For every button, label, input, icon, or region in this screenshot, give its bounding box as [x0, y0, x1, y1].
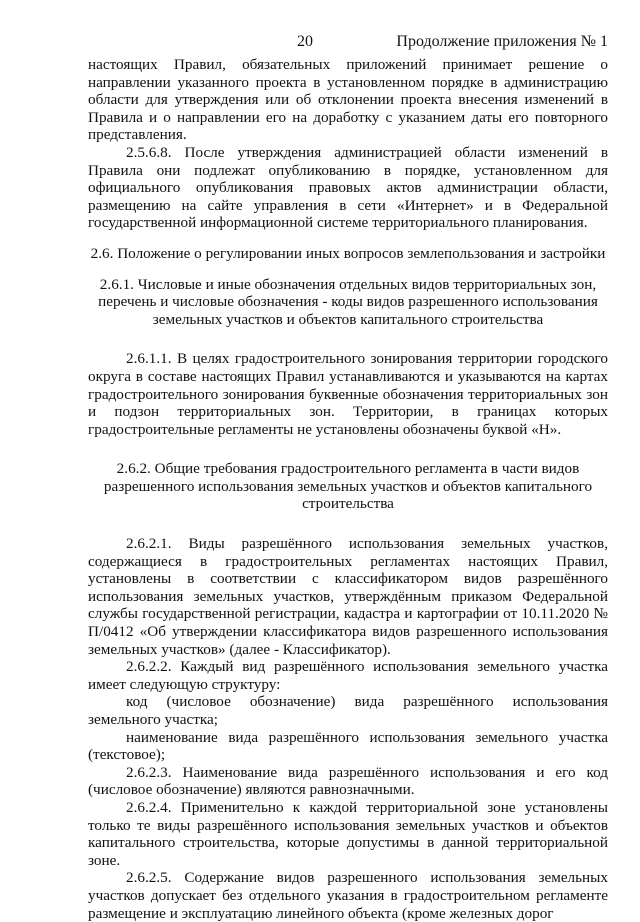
paragraph: код (числовое обозначение) вида разрешённого использования земельного участка;	[88, 693, 608, 728]
paragraph: 2.5.6.8. После утверждения администрацией области изменений в Правила они подлежат опубликованию в порядке, установленном для официального опубликования правовых актов администрации области, размещению на сайте управления в сети «Интернет» и в Федеральной государственной информационной системе территориального планирования.	[88, 143, 608, 232]
spacer	[88, 513, 608, 535]
paragraph: 2.6.2.4. Применительно к каждой территориальной зоне установлены только те виды разрешённого использования земельных участков и объектов капитального строительства, которые допустимы в данной территориальной зоне.	[88, 798, 608, 869]
spacer	[88, 232, 608, 245]
section-heading: 2.6.2. Общие требования градостроительного регламента в части видов разрешенного использования земельных участков и объектов капитального строительства	[103, 460, 593, 513]
paragraph: 2.6.2.2. Каждый вид разрешённого использования земельного участка имеет следующую структуру:	[88, 658, 608, 693]
paragraph: наименование вида разрешённого использования земельного участка (текстовое);	[88, 728, 608, 764]
spacer	[88, 328, 608, 350]
paragraph: 2.6.2.3. Наименование вида разрешённого использования и его код (числовое обозначение) являются равнозначными.	[88, 763, 608, 799]
section-heading: 2.6. Положение о регулировании иных вопросов землепользования и застройки	[90, 244, 606, 262]
paragraph: настоящих Правил, обязательных приложений принимает решение о направлении указанного проекта в установленном порядке в администрацию области для утверждения или об отклонении проекта внесения изменений в Правила и о направлении его на доработку с указанием даты его повторного представления.	[88, 56, 608, 144]
appendix-label: Продолжение приложения № 1	[396, 33, 608, 50]
paragraph: 2.6.1.1. В целях градостроительного зонирования территории городского округа в составе настоящих Правил устанавливаются и указываются на картах градостроительного зонирования буквенные обозначения территориальных зон и подзон территориальных зон. Территории, в границах которых градостроительные регламенты не установлены обозначены буквой «Н».	[88, 350, 608, 438]
spacer	[88, 263, 608, 276]
paragraph: 2.6.2.1. Виды разрешённого использования земельных участков, содержащиеся в градостроительных регламентах настоящих Правил, установлены в соответствии с классификатором видов разрешённого использования земельных участков, утверждённым приказом Федеральной службы государственной регистрации, кадастра и картографии от 10.11.2020 № П/0412 «Об утверждении классификатора видов разрешенного использования земельных участков» (далее - Классификатор).	[88, 535, 608, 658]
document-body	[88, 56, 608, 922]
section-heading: 2.6.1. Числовые и иные обозначения отдельных видов территориальных зон, перечень и числовые обозначения - коды видов разрешенного использования земельных участков и объектов капитального строительства	[98, 275, 598, 328]
spacer	[88, 438, 608, 460]
paragraph: 2.6.2.5. Содержание видов разрешенного использования земельных участков допускает без отдельного указания в градостроительном регламенте размещение и эксплуатацию линейного объекта (кроме железных дорог	[88, 869, 608, 922]
page-number: 20	[297, 33, 313, 50]
